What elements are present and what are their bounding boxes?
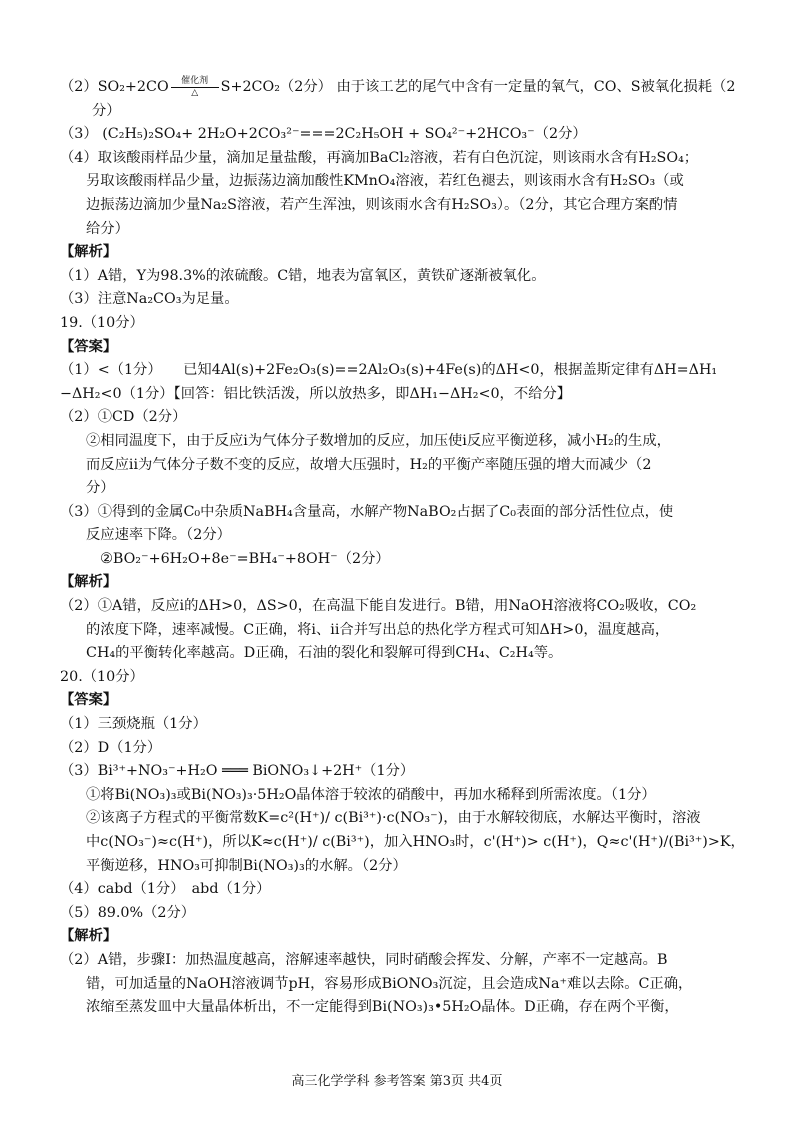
- text-line: （5）89.0%（2分）: [60, 904, 196, 921]
- text-line: （4）cabd（1分） abd（1分）: [60, 881, 271, 898]
- text-line: ②相同温度下，由于反应i为气体分子数增加的反应，加压使i反应平衡逆移，减小H₂的生成，: [86, 432, 671, 449]
- text-line: ①将Bi(NO₃)₃或Bi(NO₃)₃·5H₂O晶体溶于较浓的硝酸中，再加水稀释到所需浓度。（1分）: [86, 786, 656, 803]
- q18-2-line: [60, 76, 760, 100]
- text-line: （3）①得到的金属C₀中杂质NaBH₄含量高，水解产物NaBO₂占据了C₀表面的部分活性位点，使: [60, 503, 674, 520]
- section-heading: 【解析】: [60, 928, 118, 945]
- section-heading: 【解析】: [60, 574, 118, 591]
- text-line: 的浓度下降，速率减慢。C正确，将i、ii合并写出总的热化学方程式可知ΔH>0，温度越高，: [86, 621, 670, 638]
- text-line: 分）: [92, 102, 121, 119]
- text-line: （2）①A错，反应i的ΔH>0，ΔS>0，在高温下能自发进行。B错，用NaOH溶液将CO₂吸收，CO₂: [60, 598, 697, 615]
- text-line: 而反应ii为气体分子数不变的反应，故增大压强时，H₂的平衡产率随压强的增大而减少（2: [86, 456, 652, 473]
- text-line: 平衡逆移，HNO₃可抑制Bi(NO₃)₃的水解。（2分）: [86, 857, 407, 874]
- text-line: ②BO₂⁻+6H₂O+8e⁻=BH₄⁻+8OH⁻（2分）: [100, 550, 390, 567]
- question-heading: 19.（10分）: [60, 314, 144, 331]
- section-heading: 【解析】: [60, 244, 118, 261]
- text-line: 另取该酸雨样品少量，边振荡边滴加酸性KMnO₄溶液，若红色褪去，则该雨水含有H₂SO₃（或: [86, 173, 684, 190]
- text-line: （3） (C₂H₅)₂SO₄+ 2H₂O+2CO₃²⁻===2C₂H₅OH + SO₄²⁻+2HCO₃⁻（2分）: [60, 126, 587, 143]
- text-line: （3）Bi³⁺+NO₃⁻+H₂O ═══ BiONO₃↓+2H⁺（1分）: [60, 763, 415, 780]
- text-line: （1）<（1分） 已知4Al(s)+2Fe₂O₃(s)==2Al₂O₃(s)+4Fe(s)的ΔH<0，根据盖斯定律有ΔH=ΔH₁: [60, 362, 718, 379]
- text-line: （4）取该酸雨样品少量，滴加足量盐酸，再滴加BaCl₂溶液，若有白色沉淀，则该雨水含有H₂SO₄；: [60, 149, 699, 166]
- reaction-condition-arrow: 催化剂 △: [169, 77, 221, 98]
- text-line: （2）①CD（2分）: [60, 409, 187, 426]
- text-line: （1）A错，Y为98.3%的浓硫酸。C错，地表为富氧区，黄铁矿逐渐被氧化。: [60, 267, 546, 284]
- text-line: （3）注意Na₂CO₃为足量。: [60, 291, 239, 308]
- text-line: CH₄的平衡转化率越高。D正确，石油的裂化和裂解可得到CH₄、C₂H₄等。: [86, 645, 563, 662]
- text-line: （1）三颈烧瓶（1分）: [60, 716, 207, 733]
- text-line: ②该离子方程式的平衡常数K=c²(H⁺)/ c(Bi³⁺)·c(NO₃⁻)，由于水解较彻底，水解达平衡时，溶液: [86, 810, 701, 827]
- text-line: 给分）: [86, 220, 129, 237]
- text-line: 反应速率下降。（2分）: [86, 527, 231, 544]
- section-heading: 【答案】: [60, 692, 118, 709]
- text-line: 边振荡边滴加少量Na₂S溶液，若产生浑浊，则该雨水含有H₂SO₃）。（2分，其它合理方案酌情: [86, 196, 678, 213]
- text-line: （2）SO₂+2CO: [60, 79, 169, 95]
- section-heading: 【答案】: [60, 338, 118, 355]
- answer-content: [60, 76, 760, 1020]
- text-line: 浓缩至蒸发皿中大量晶体析出，不一定能得到Bi(NO₃)₃•5H₂O晶体。D正确，存在两个平衡，: [86, 999, 679, 1016]
- text-line: 错，可加适量的NaOH溶液调节pH，容易形成BiONO₃沉淀，且会造成Na⁺难以去除。C正确，: [86, 975, 693, 992]
- text-line: （2）A错，步骤Ⅰ：加热温度越高，溶解速率越快，同时硝酸会挥发、分解，产率不一定越高。B: [60, 951, 668, 968]
- question-heading: 20.（10分）: [60, 668, 144, 685]
- text-line: （2）D（1分）: [60, 739, 162, 756]
- page-footer: 高三化学学科 参考答案 第3页 共4页: [291, 1074, 503, 1089]
- text-line: 分）: [86, 480, 115, 497]
- text-line: 中c(NO₃⁻)≈c(H⁺)，所以K≈c(H⁺)/ c(Bi³⁺)，加入HNO₃时，c'(H⁺)> c(H⁺)，Q≈c'(H⁺)/(Bi³⁺)>K，: [86, 834, 745, 850]
- text-line: −ΔH₂<0（1分）【回答：铝比铁活泼，所以放热多，即ΔH₁−ΔH₂<0，不给分】: [60, 385, 572, 402]
- text-line: S+2CO₂（2分） 由于该工艺的尾气中含有一定量的氧气，CO、S被氧化损耗（2: [220, 79, 736, 95]
